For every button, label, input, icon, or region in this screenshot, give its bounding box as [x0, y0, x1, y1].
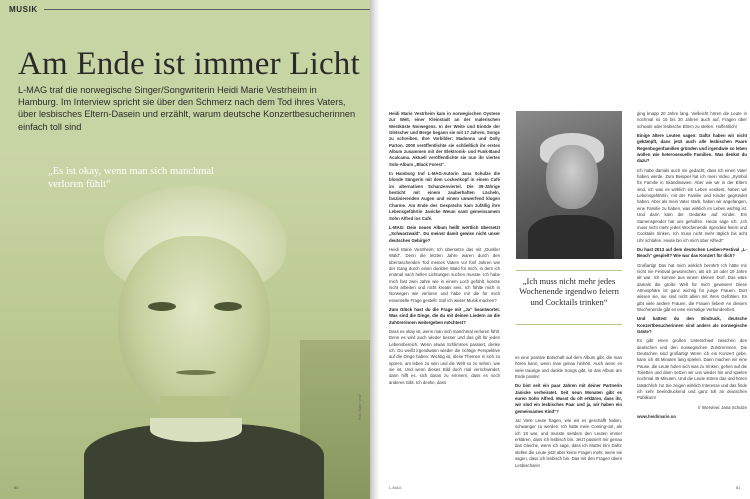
page-number-right: 61	[736, 485, 741, 490]
pullquote-rule-top	[516, 270, 622, 271]
page-number-left: 60	[14, 485, 19, 490]
photo-credit: Foto: Marie Vestr	[358, 394, 362, 420]
answer: Dass es okay ist, wenn man sich manchmal verloren fühlt. Denn es wird auch wieder besser und das gilt für jeden Lebensbereich. Wenn etwas Schlimmes passiert, denke ich: Du weißt irgendwann wieder die richtige Perspektive auf die Dinge haben. Wichtig ist, diese Themen in sich zu spüren, am leben zu sein und die Welt so zu sehen, wie sie ist. Und wenn dieses Bild doch mal verschwindet, dann hilft es, sich daran zu erinnern, dass es noch anderes Gibt. Ich denke, dass	[389, 329, 500, 385]
intro-paragraph-2: In Hamburg traf L-MAG-Autorin Jana Schulze die blonde Sängerin mit dem Lockenkopf in einem Café im alternativen Schanzenviertel. Die 39-Jährige besticht mit einem zauberhaften Lächeln, faszinierenden Augen und einem umwerfend klugen Charme. Am Ende des Gesprächs kam zufällig ihre Lebensgefährtin Janicke Weum samt gemeinsamem Sohn Alfred ins Café.	[389, 171, 500, 221]
question: Du hast 2013 auf dem deutschen Lesben-Festival „L-Beach“ gespielt? Wie war das Konzert für dich?	[637, 246, 747, 259]
answer: Heidi Marie Vestrheim: Ich übersetze das mit „Dunkler Wald“. Denn die letzten Jahre waren durch den überraschenden Tod meines Vaters vor fünf Jahren wie der Gang durch einen dunklen Wald für mich, in dem ich erstmal nach hellen Lichtungen suchen musste. Ich habe mich fast zwei Jahre wie in einem Loch gefühlt, konnte nicht arbeiten und nicht kreativ sein. Ich fühlte mich in Norwegen wie verloren und habe mir die für mich essentielle Frage gestellt: Soll ich weiter Musik machen?	[389, 246, 500, 303]
portrait-eye-right	[214, 302, 242, 311]
interview-credit: // Interview: Jana Schulze	[698, 404, 747, 410]
answer: es eine positive Botschaft auf dem Album gibt, die man hören kann, wenn man genau hinhört. Auch wenn es viele traurige und dunkle Songs gibt, ist das Album am Ende positiv!	[515, 355, 622, 380]
question: Zum Glück hast du die Frage mit „Ja“ beantwortet. Was sind die Dinge, die du mit deinen Liedern an die Zuhörerinnen weitergeben möchtest?	[389, 306, 500, 325]
question: Und hattest du den Eindruck, deutsche Konzertbesucherinnen sind anders als norwegische Gäste?	[637, 316, 747, 334]
intro-paragraph: Heidi Marie Vestrheim kam in norwegischen Oystese zur Welt, einer Kleinstadt an der malerischen Westküste Norwegens. In der Weite und Einöde der Gletscher und Berge begann sie mit 17 Jahren, Songs zu schreiben. Ihre Vorbilder: Madonna und Dolly Parton. 2000 veröffentlichte sie schließlich ihr erstes Album zusammen mit der Elektronik- und Funk-Band Acalcama. Aktuell veröffentlichte sie nun ihr viertes Solo-Album „Black Forest“.	[389, 111, 500, 167]
portrait-eye-left	[148, 302, 176, 311]
answer: ging knapp 20 Jahre lang. Vielleicht hören die Leute in nochmal so 15 bis 20 Jahren auch auf, Fragen über schwule oder lesbische Eltern zu stellen. Hoffentlich!	[637, 111, 747, 129]
inset-photo-face	[546, 145, 598, 209]
question: L-MAG: Dein neues Album heißt wörtlich übersetzt „Schwarzwald“. Du meinst damit gewiss nicht unser deutsches Gebirge?	[389, 224, 500, 243]
photo-quote: „Es ist okay, wenn man sich manchmal verloren fühlt“	[48, 166, 215, 190]
text-column-3	[637, 111, 747, 423]
text-column-1	[389, 111, 500, 389]
text-column-2	[515, 355, 622, 472]
rubric-rule	[44, 9, 370, 10]
inset-photo	[516, 111, 622, 259]
article-headline: Am Ende ist immer Licht	[18, 46, 360, 82]
article-lead: L-MAG traf die norwegische Singer/Songwriterin Heidi Marie Vestrheim in Hamburg. Im Interview spricht sie über den Schmerz nach dem Tod ihres Vaters, über lesbisches Eltern-Dasein und erzählt, warum deutsche Konzertbesucherinnen einfach toll sind	[18, 85, 356, 132]
answer: Es gibt einen großen Unterschied zwischen den deutschen und den norwegischen Zuhörerinnen. Die Deutschen sind großartig! Wenn ich ein Konzert gebe, kann ich 45 Minuten lang spielen. Dann machen wir eine Pause, die Leute holen sich was zu trinken, gehen auf die Toiletten und dann setzen wir uns wieder hin und spielen nochmal 45 Minuten. Und die Leute stören das und hören tatsächlich zu! Sie zeigen wirklich Interesse und das finde ich sehr beeindruckend und ganz toll an deutschen Publikum!	[637, 338, 747, 401]
question: Du bist seit ein paar Jahren mit deiner Partnerin Janicke verheiratet. Seit neun Monaten gibt es euren Sohn Alfred. Musst du oft erklären, dass ihr, wir sind ein lesbisches Paar und ja, wir haben ein gemeinsames Kind“?	[515, 383, 622, 414]
pullquote-rule-bottom	[516, 324, 622, 325]
portrait-mouth	[176, 370, 216, 375]
left-page	[0, 0, 370, 499]
website-link[interactable]: www.heidimarie.no	[637, 414, 676, 420]
portrait-face	[118, 236, 270, 414]
pullquote: „Ich muss nicht mehr jedes Wochenende irgendwo feiern und Cocktails trinken“	[519, 276, 619, 307]
inset-photo-body	[528, 215, 614, 259]
right-page	[380, 0, 750, 499]
portrait-collar	[150, 418, 242, 442]
page-gutter	[370, 0, 380, 499]
footer-magazine-name: L-MAG	[389, 485, 402, 490]
question: Einige ältere Leuten sagen: Dafür haben wir nicht gekämpft, dass jetzt auch alle lesbischen Paare Regenbogenfamilien gründen und irgendwie so leben wollen wie heterosexuelle Familien. Was denkst du dazu?	[637, 133, 747, 164]
answer: Ich habe damals auch nie gedacht, dass ich einen Vater haben werde. Zum Beispiel hat ich mein Video „Symbol für Familie in Skandinavien. Aber wie wir in der Eltern sind, ich was es wirklich ein Leben verdient, haben wir Lebensgefährtin, mit der Familie und Kinder gegründet haben. Aber als mein Vater starb, haben wir angefangen, eine Familie zu haben, was wirklich im Leben wichtig ist. Und dann kam der Gedanke auf Kinder. Ein Samenspender hat uns geholfen. Heute sage ich: „Ich muss nicht mehr jedes Wochenende irgendwo feiern und Cocktails trinken. Ich muss nicht mehr täglich bis acht Uhr schlafen. Heute bin ich mich über Alfred!“	[637, 167, 747, 243]
answer: Ja! Viele Leute fragen, wie wir es geschafft haben, schwanger zu werden. Ich hatte mein Coming-out, als ich 18 war, und musste seitdem den Leuten immer erklären, dass ich lesbisch bin. Jetzt passiert mir genau das Gleiche, wenn ich sage, dass ich Mutter bin! Dafür stellen die Leute jetzt aber keine Fragen mehr, wenn sie sagen, dass ich lesbisch bin. Das mit den Fragen übers Lesbischsein	[515, 418, 622, 468]
answer: Großartig! Das hat mich wirklich berührt! Ich hätte mir nicht nie Festival gewünschen, als ich 18 oder 19 Jahre alt war. Ich komme aus einem kleinen Dorf. Das wäre damals die große Welt für mich gewesen! Diese Atmosphäre ist ganz wichtig für junge Frauen. Dort wissen sie, sie sind nicht allein mit ihren Gefühlen. Es gibt viele andere Frauen, die Frauen lieben! An diesem Wochenende gibt es eine einmalige Verbundenheit.	[637, 262, 747, 312]
section-rubric: MUSIK	[9, 5, 38, 14]
